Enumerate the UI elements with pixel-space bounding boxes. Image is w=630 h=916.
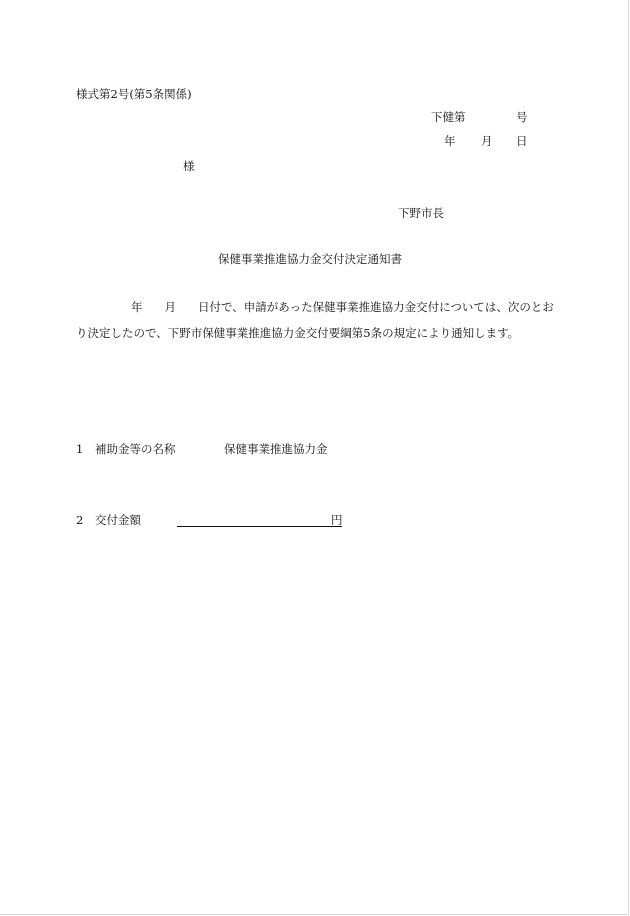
- document-title: 保健事業推進協力金交付決定通知書: [218, 252, 402, 266]
- amount-unit: 円: [331, 513, 343, 527]
- body-month: 月: [164, 300, 176, 314]
- issuer: 下野市長: [398, 206, 444, 220]
- item-1-label: 補助金等の名称: [95, 442, 176, 456]
- amount-underline: [177, 515, 342, 527]
- addressee-suffix: 様: [183, 159, 195, 173]
- item-2-number: 2: [76, 513, 84, 527]
- item-1-value: 保健事業推進協力金: [224, 442, 328, 456]
- item-1-number: 1: [76, 442, 84, 456]
- form-number: 様式第2号(第5条関係): [76, 87, 192, 101]
- date-month: 月: [481, 134, 493, 148]
- document-number-prefix: 下健第: [431, 110, 466, 124]
- body-year: 年: [131, 300, 143, 314]
- body-text: 日付で、申請があった保健事業推進協力金交付については、次のとおり決定したので、下野市保健事業推進協力金交付要綱第5条の規定により通知します。: [76, 300, 554, 340]
- body-paragraph: [76, 295, 554, 346]
- date-year: 年: [444, 134, 456, 148]
- date-day: 日: [516, 134, 528, 148]
- item-2-label: 交付金額: [95, 513, 141, 527]
- document-number-suffix: 号: [516, 110, 528, 124]
